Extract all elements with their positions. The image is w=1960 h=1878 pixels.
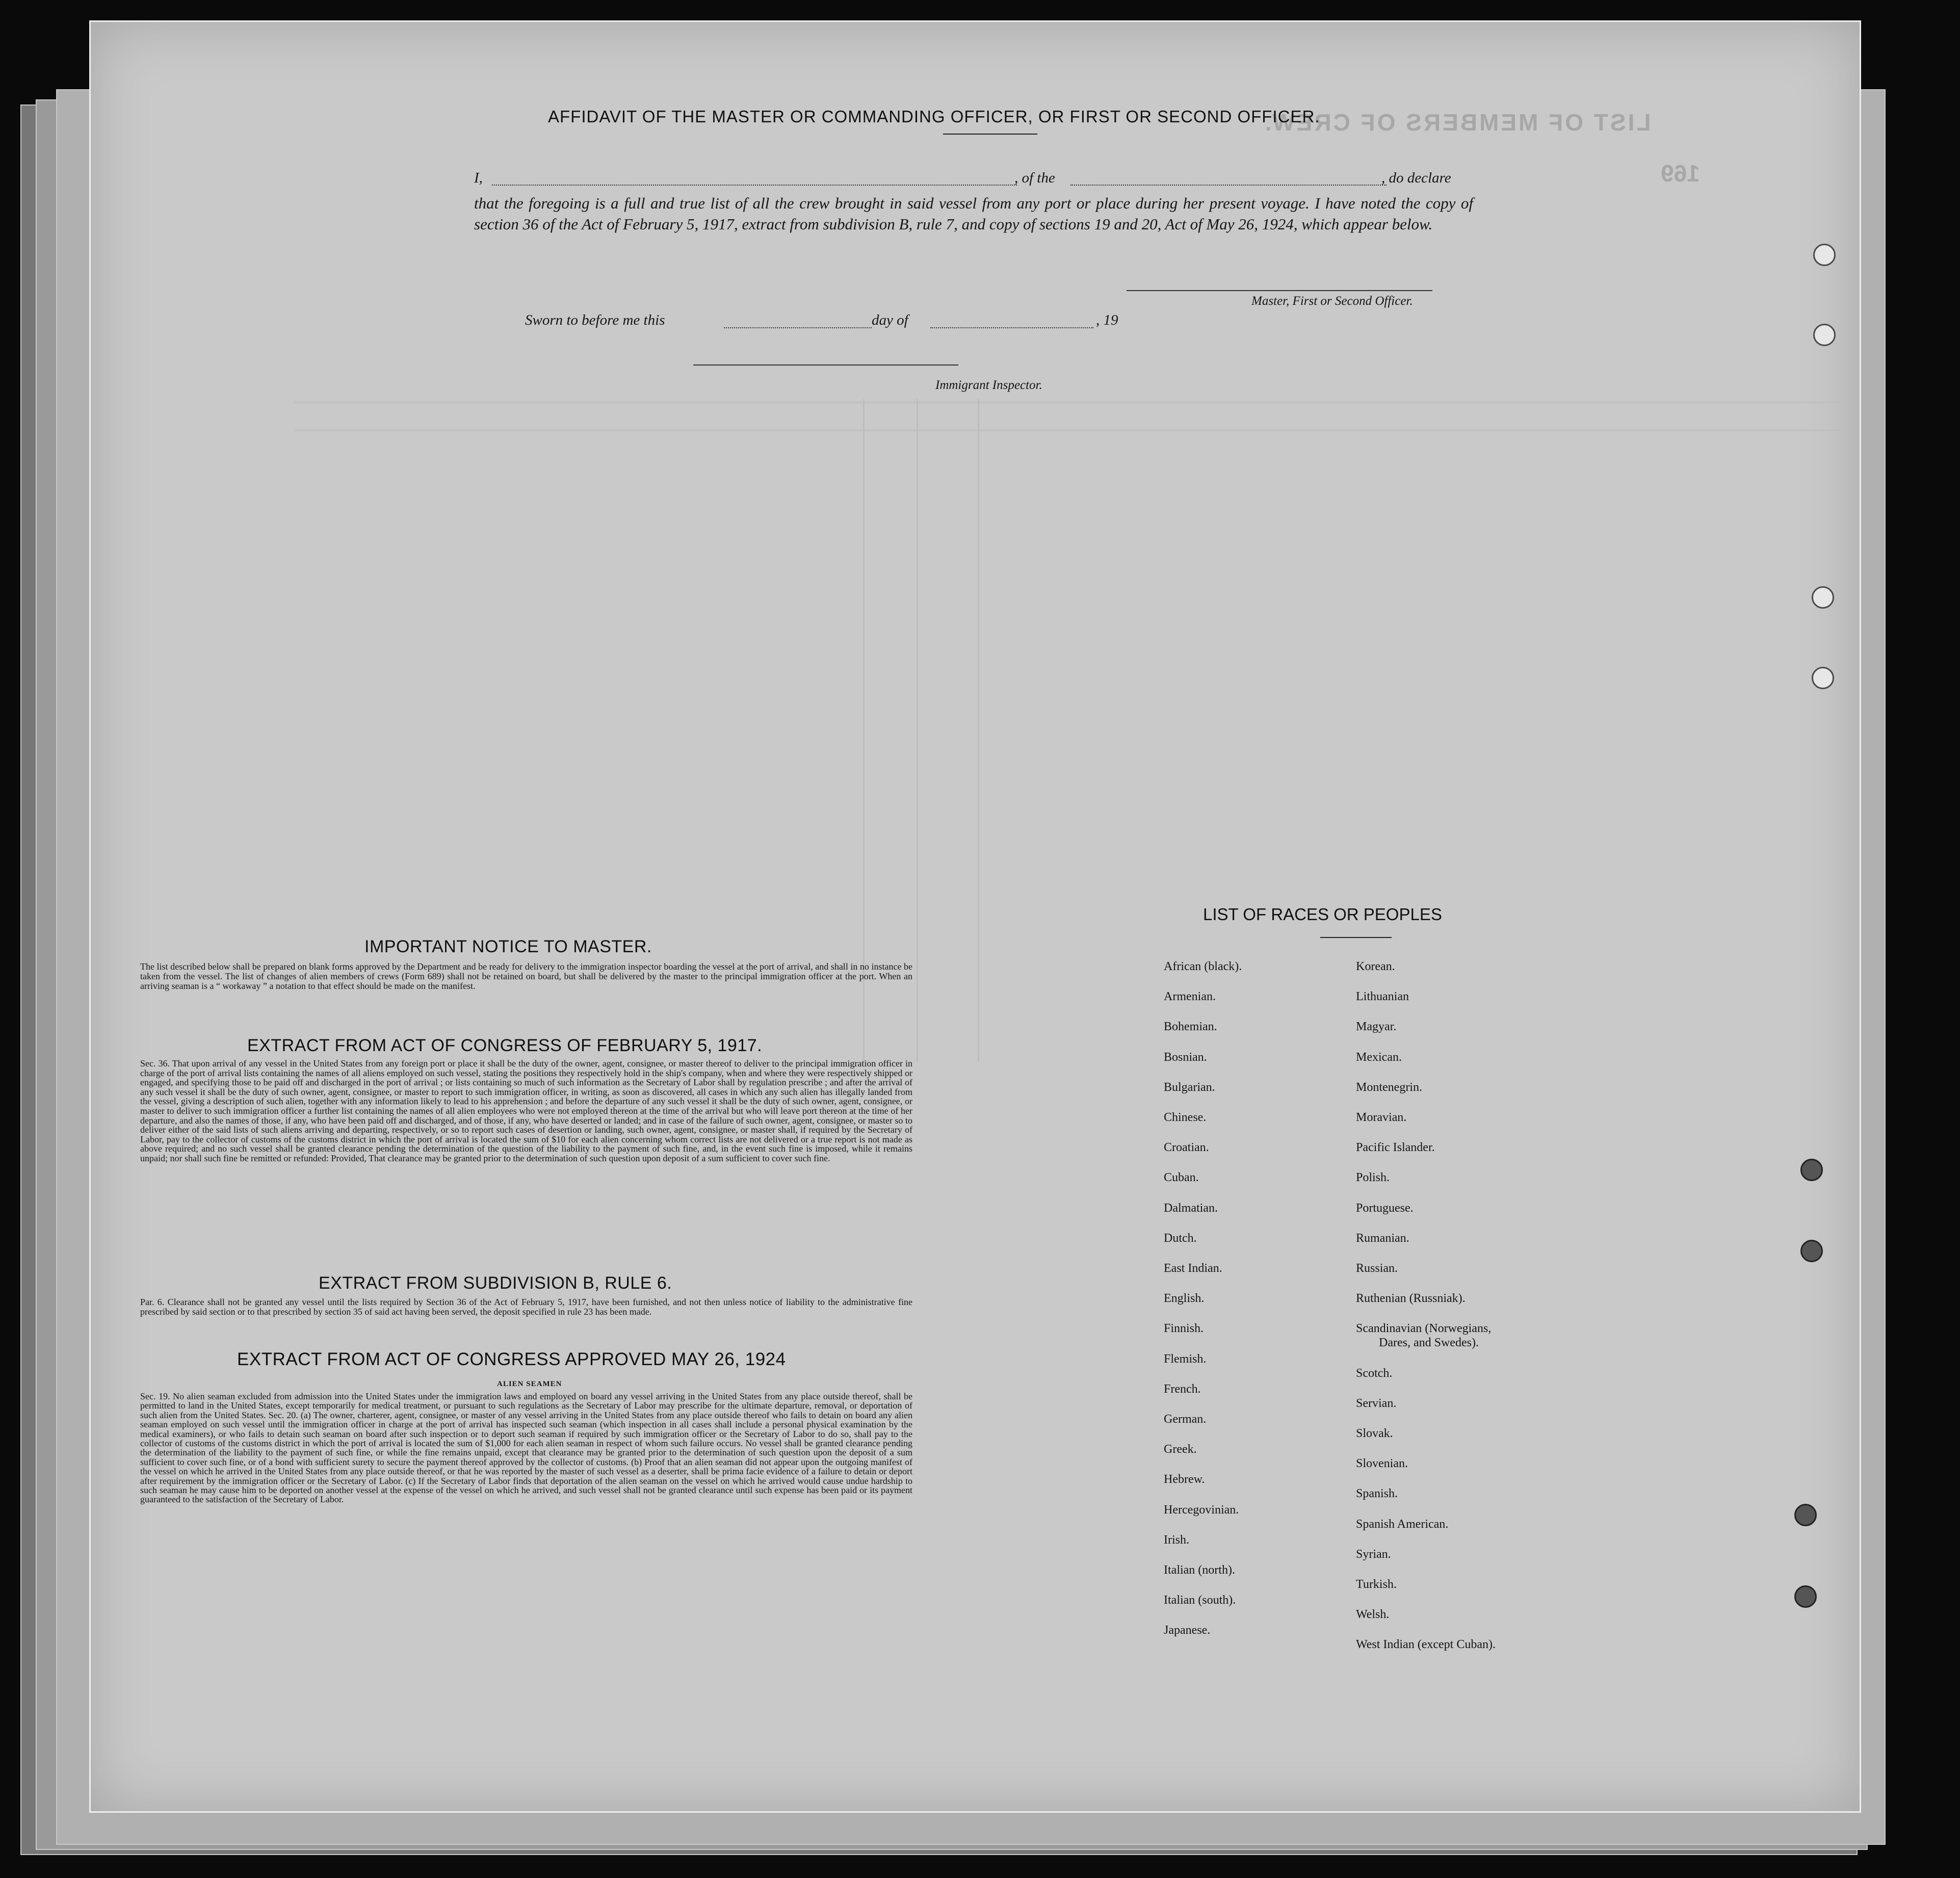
punch-hole (1812, 586, 1834, 609)
declare-label: , do declare (1381, 170, 1451, 186)
extract-1924-subtitle: ALIEN SEAMEN (497, 1380, 562, 1388)
day-of-label: day of (872, 312, 908, 328)
sworn-month-field[interactable] (930, 326, 1093, 328)
extract-1924-body: Sec. 19. No alien seaman excluded from admission into the United States under the immigration laws and employed on board any vessel arriving in the United States from any place outside thereof, shall be permitted to land in the United States, except temporarily for medical treatment, or pursuant to such regulations as the Secretary of Labor may prescribe for the ultimate departure, removal, or deportation of such alien from the United States. Sec. 20. (a) The owner, charterer, agent, consignee, or master of any vessel arriving in the United States from any place outside thereof who fails to detain on board any alien seaman employed on such vessel until the immigration officer in charge at the port of arrival has inspected such seaman (which inspection in all cases shall include a personal physical examination by the medical examiners), or who fails to detain such seaman on board after such inspection or to deport such seaman if required by such immigration officer or the Secretary of Labor to do so, shall pay to the collector of customs of the customs district in which the port of arrival is located the sum of $1,000 for each alien seaman in respect of whom such failure occurs. No vessel shall be granted clearance pending the determination of the liability to the payment of such fine, or while the fine remains unpaid, except that clearance may be granted prior to the determination of such question upon the deposit of a sum sufficient to cover such fine, or of a bond with sufficient surety to secure the payment thereof approved by the collector of customs. (b) Proof that an alien seaman did not appear upon the outgoing manifest of the vessel on which he arrived in the United States from any place outside thereof, or that he was reported by the master of such vessel as a deserter, shall be prima facie evidence of a failure to detain or deport after requirement by the immigration officer or the Secretary of Labor. (c) If the Secretary of Labor finds that deportation of the alien seaman on the vessel on which he arrived would cause undue hardship to such seaman he may cause him to be deported on another vessel at the expense of the vessel on which he arrived, and such vessel shall not be granted clearance until such expense has been paid or its payment guaranteed to the satisfaction of the Secretary of Labor. (140, 1391, 912, 1505)
race-item: Cuban. (1164, 1171, 1199, 1185)
race-item: Lithuanian (1356, 990, 1409, 1004)
race-item: French. (1164, 1382, 1201, 1396)
declarant-label: I, (474, 170, 483, 186)
race-item: Portuguese. (1356, 1201, 1414, 1215)
race-item: Welsh. (1356, 1608, 1390, 1622)
document-sheet (89, 20, 1861, 1813)
race-item: Japanese. (1164, 1624, 1211, 1637)
race-item: Dutch. (1164, 1231, 1197, 1245)
bleed-through-heading: LIST OF MEMBERS OF CREW. (1263, 109, 1651, 136)
punch-hole (1800, 1240, 1823, 1262)
declarant-name-field[interactable] (492, 184, 1017, 186)
notice-body: The list described below shall be prepared on blank forms approved by the Department and be ready for delivery to the immigration inspector boarding the vessel at the port of arrival, and shall in no instance be taken from the vessel. The list of changes of alien members of crews (Form 689) shall not be retained on board, but shall be delivered by the master to the principal immigration officer at the port. When an arriving seaman is a “ workaway ” a notation to that effect should be made on the manifest. (140, 961, 912, 991)
signature-label: Master, First or Second Officer. (1251, 294, 1413, 308)
race-item: German. (1164, 1413, 1207, 1426)
race-item: Magyar. (1356, 1020, 1397, 1034)
ghost-column (978, 399, 979, 1062)
bleed-through-number: 169 (1661, 160, 1700, 187)
race-item: Hebrew. (1164, 1473, 1205, 1486)
race-item: Korean. (1356, 960, 1395, 973)
races-title: LIST OF RACES OR PEOPLES (1203, 905, 1442, 924)
race-item: East Indian. (1164, 1262, 1222, 1275)
punch-hole (1794, 1585, 1817, 1608)
race-item: Polish. (1356, 1171, 1390, 1185)
affidavit-title: AFFIDAVIT OF THE MASTER OR COMMANDING OFFICER, OR FIRST OR SECOND OFFICER. (548, 107, 1320, 126)
notice-title: IMPORTANT NOTICE TO MASTER. (364, 937, 652, 956)
punch-hole (1812, 667, 1834, 689)
punch-hole (1813, 324, 1836, 346)
extract-1924-title: EXTRACT FROM ACT OF CONGRESS APPROVED MAY 26, 1924 (237, 1349, 786, 1369)
race-item: Russian. (1356, 1262, 1398, 1275)
race-item: Rumanian. (1356, 1231, 1409, 1245)
extract-rule6-body: Par. 6. Clearance shall not be granted any vessel until the lists required by Section 36 of the Act of February 5, 1917, have been furnished, and not then unless notice of liability to the administrative fine prescribed by said section or to that prescribed by section 35 of said act having been served, the deposit specified in rule 23 has been made. (140, 1297, 912, 1317)
race-item: Moravian. (1356, 1111, 1407, 1124)
race-item: West Indian (except Cuban). (1356, 1638, 1496, 1652)
year-label: , 19 (1096, 312, 1118, 328)
vessel-name-field[interactable] (1070, 184, 1387, 186)
race-item: Ruthenian (Russniak). (1356, 1292, 1466, 1306)
race-item: Montenegrin. (1356, 1080, 1422, 1094)
title-rule (943, 134, 1037, 135)
race-item: Turkish. (1356, 1578, 1397, 1591)
race-item: Hercegovinian. (1164, 1503, 1239, 1517)
ghost-line (295, 430, 1844, 431)
vessel-label: , of the (1014, 170, 1055, 186)
race-item: Finnish. (1164, 1322, 1204, 1336)
signature-field[interactable] (1127, 289, 1432, 291)
race-item: African (black). (1164, 960, 1242, 973)
race-item: Greek. (1164, 1443, 1197, 1456)
race-item: Mexican. (1356, 1050, 1402, 1064)
inspector-label: Immigrant Inspector. (935, 378, 1042, 392)
race-item: Irish. (1164, 1533, 1189, 1547)
race-item: Pacific Islander. (1356, 1141, 1435, 1155)
race-item: Scandinavian (Norwegians, (1356, 1322, 1492, 1336)
race-item: Croatian. (1164, 1141, 1209, 1155)
race-item: Dares, and Swedes). (1379, 1336, 1479, 1350)
race-item: Spanish. (1356, 1487, 1398, 1501)
race-item: Scotch. (1356, 1366, 1393, 1380)
affidavit-body: that the foregoing is a full and true list of all the crew brought in said vessel from any port or place during her present voyage. I have noted the copy of section 36 of the Act of February 5, 1917, extract from subdivision B, rule 7, and copy of sections 19 and 20, Act of May 26, 1924, which appear below. (474, 194, 1473, 233)
race-item: Chinese. (1164, 1111, 1207, 1124)
race-item: Italian (south). (1164, 1594, 1236, 1607)
race-item: Bosnian. (1164, 1050, 1207, 1064)
race-item: Dalmatian. (1164, 1201, 1218, 1215)
race-item: Armenian. (1164, 990, 1216, 1004)
race-item: Servian. (1356, 1396, 1397, 1410)
race-item: Spanish American. (1356, 1517, 1449, 1531)
race-item: Italian (north). (1164, 1563, 1235, 1577)
sworn-label: Sworn to before me this (525, 312, 665, 328)
punch-hole (1794, 1504, 1817, 1526)
race-item: English. (1164, 1292, 1205, 1306)
extract-rule6-title: EXTRACT FROM SUBDIVISION B, RULE 6. (319, 1273, 672, 1293)
extract-1917-title: EXTRACT FROM ACT OF CONGRESS OF FEBRUARY 5, 1917. (247, 1036, 763, 1055)
race-item: Slovenian. (1356, 1457, 1408, 1471)
extract-1917-body: Sec. 36. That upon arrival of any vessel in the United States from any foreign port or place it shall be the duty of the owner, agent, consignee, or master thereof to deliver to the principal immigration officer in charge of the port of arrival lists containing the names of all aliens employed on such vessel, stating the positions they respectively hold in the ship's company, when and where they were respectively shipped or engaged, and specifying those to be paid off and discharged in the port of arrival ; or lists containing so much of such information as the Secretary of Labor shall by regulation prescribe ; and after the arrival of any such vessel it shall be the duty of such owner, agent, consignee, or master to report to such immigration officer, in writing, as soon as discovered, all cases in which any such alien has illegally landed from the vessel, giving a description of such alien, together with any information likely to lead to his apprehension ; and before the departure of any such vessel it shall be the duty of such owner, agent, consignee, or master to deliver to such immigration officer a further list containing the names of all alien employees who were not employed thereon at the time of the arrival but who will leave port thereon at the time of her departure, and also the names of those, if any, who have been paid off and discharged, and of those, if any, who have deserted or landed; and in case of the failure of such owner, agent, consignee, or master so to deliver either of the said lists of such aliens arriving and departing, respectively, or so to report such cases of desertion or landing, such owner, agent, consignee, or master shall, if required by the Secretary of Labor, pay to the collector of customs of the customs district in which the port of arrival is located the sum of $10 for each alien concerning whom correct lists are not delivered or a true report is not made as above required; and no such vessel shall be granted clearance pending the determination of the question of the liability to the payment of such fine, and, in the event such fine is imposed, while it remains unpaid; nor shall such fine be remitted or refunded: Provided, That clearance may be granted prior to the determination of such question upon deposit of a sum sufficient to cover such fine. (140, 1058, 912, 1163)
punch-hole (1800, 1159, 1823, 1181)
ghost-line (295, 402, 1844, 403)
ghost-column (917, 399, 918, 1062)
races-title-rule (1320, 937, 1392, 938)
race-item: Flemish. (1164, 1352, 1207, 1366)
race-item: Bulgarian. (1164, 1080, 1215, 1094)
race-item: Syrian. (1356, 1547, 1391, 1561)
inspector-signature-field[interactable] (693, 363, 958, 366)
race-item: Slovak. (1356, 1427, 1393, 1440)
sworn-day-field[interactable] (724, 326, 872, 328)
punch-hole (1813, 244, 1836, 266)
race-item: Bohemian. (1164, 1020, 1217, 1034)
